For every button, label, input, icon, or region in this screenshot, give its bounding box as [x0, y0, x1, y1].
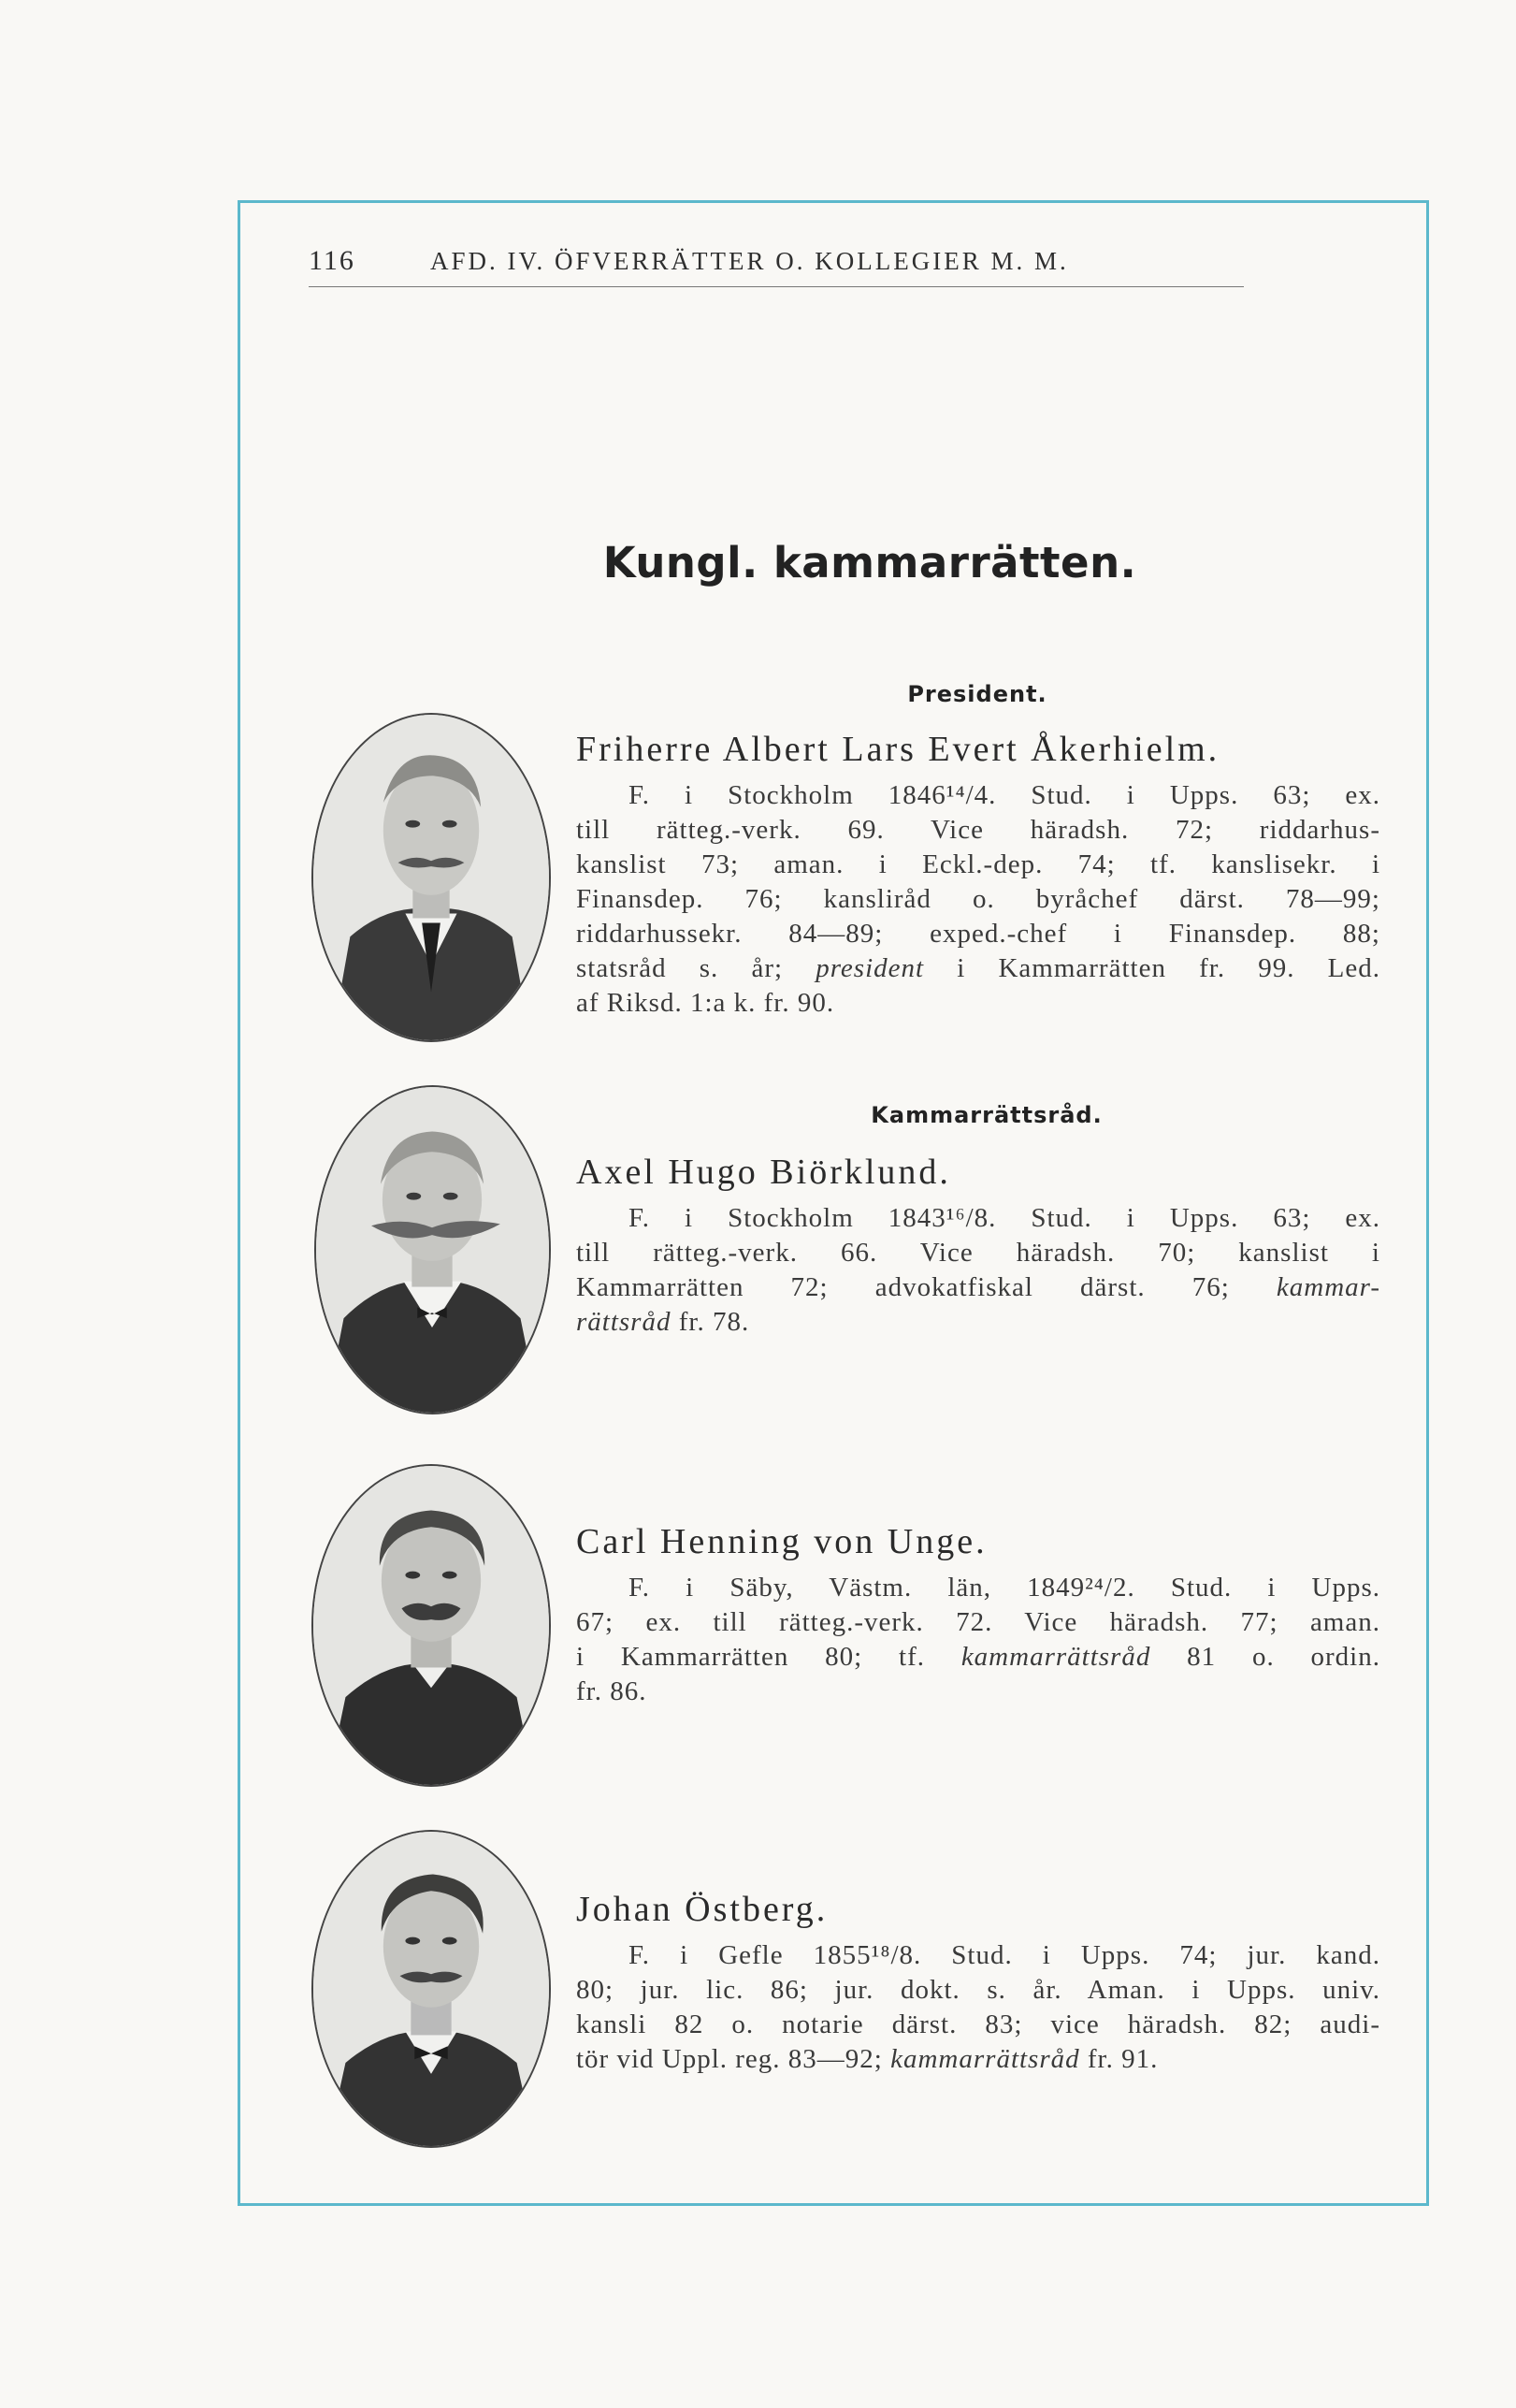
header-rule: [309, 286, 1244, 287]
bio-line: F. i Säby, Västm. län, 1849²⁴/2. Stud. i Upps.: [628, 1573, 1380, 1603]
bio-line: kanslist 73; aman. i Eckl.-dep. 74; tf. kanslisekr. i: [576, 849, 1380, 879]
portrait-biorklund: [314, 1085, 551, 1414]
running-title: AFD. IV. ÖFVERRÄTTER O. KOLLEGIER M. M.: [430, 247, 1069, 275]
biography: [576, 778, 1380, 1021]
bio-line-composite: [576, 1640, 1380, 1675]
bio-text: statsråd s. år;: [576, 953, 816, 983]
bio-line-composite: [576, 951, 1380, 986]
bio-line: till rätteg.-verk. 66. Vice häradsh. 70; kanslist i: [576, 1238, 1380, 1268]
bio-line: 67; ex. till rätteg.-verk. 72. Vice häradsh. 77; aman.: [576, 1607, 1380, 1637]
entry-von-unge: [576, 1520, 1380, 1709]
bio-line: fr. 86.: [576, 1676, 647, 1706]
bio-title-italic: kammarrättsråd: [890, 2044, 1080, 2074]
running-header: [309, 245, 1244, 288]
bio-line: kansli 82 o. notarie därst. 83; vice häradsh. 82; audi-: [576, 2009, 1380, 2039]
entry-biorklund: [576, 1151, 1380, 1340]
portrait-ostberg: [311, 1830, 551, 2148]
bio-line-composite: [576, 1305, 1380, 1340]
person-name: Friherre Albert Lars Evert Åkerhielm.: [576, 730, 1220, 769]
bio-line: Finansdep. 76; kansliråd o. byråchef därst. 78—99;: [576, 884, 1380, 914]
bio-text: 81 o. ordin.: [1150, 1642, 1380, 1672]
portrait-von-unge: [311, 1464, 551, 1787]
bio-line: 80; jur. lic. 86; jur. dokt. s. år. Aman. i Upps. univ.: [576, 1975, 1380, 2005]
bio-text: fr. 91.: [1079, 2044, 1159, 2074]
bio-text: i Kammarrätten fr. 99. Led.: [924, 953, 1380, 983]
person-name: Carl Henning von Unge.: [576, 1522, 988, 1561]
bio-line: F. i Gefle 1855¹⁸/8. Stud. i Upps. 74; jur. kand.: [628, 1940, 1380, 1970]
portrait-akerhielm: [311, 713, 551, 1042]
bio-text: Kammarrätten 72; advokatfiskal därst. 76;: [576, 1272, 1277, 1302]
bio-text: fr. 78.: [678, 1307, 750, 1337]
section-heading-councillors: Kammarrättsråd.: [871, 1102, 1103, 1128]
bio-line: F. i Stockholm 1843¹⁶/8. Stud. i Upps. 63; ex.: [628, 1203, 1380, 1233]
bio-line: af Riksd. 1:a k. fr. 90.: [576, 988, 835, 1018]
page-number: 116: [309, 245, 355, 276]
bio-text: tör vid Uppl. reg. 83—92;: [576, 2044, 891, 2074]
biography: [576, 1571, 1380, 1709]
biography: [576, 1938, 1380, 2077]
person-name: Axel Hugo Biörklund.: [576, 1153, 951, 1192]
bio-line-composite: [576, 2042, 1380, 2077]
bio-title-italic: kammarrättsråd: [960, 1642, 1151, 1672]
entry-akerhielm: [576, 728, 1380, 1021]
entry-ostberg: [576, 1888, 1380, 2077]
bio-line: riddarhussekr. 84—89; exped.-chef i Finansdep. 88;: [576, 919, 1380, 949]
section-heading-president: President.: [907, 681, 1047, 707]
bio-title-italic: rättsråd: [576, 1307, 671, 1337]
bio-text: i Kammarrätten 80; tf.: [576, 1642, 961, 1672]
bio-line-composite: [576, 1270, 1380, 1305]
bio-line: F. i Stockholm 1846¹⁴/4. Stud. i Upps. 63; ex.: [628, 780, 1380, 810]
page-title: Kungl. kammarrätten.: [602, 538, 1137, 587]
bio-title-italic: kammar-: [1276, 1272, 1380, 1302]
bio-title-italic: president: [816, 953, 925, 983]
biography: [576, 1201, 1380, 1340]
bio-line: till rätteg.-verk. 69. Vice häradsh. 72; riddarhus-: [576, 815, 1380, 845]
person-name: Johan Östberg.: [576, 1890, 829, 1929]
